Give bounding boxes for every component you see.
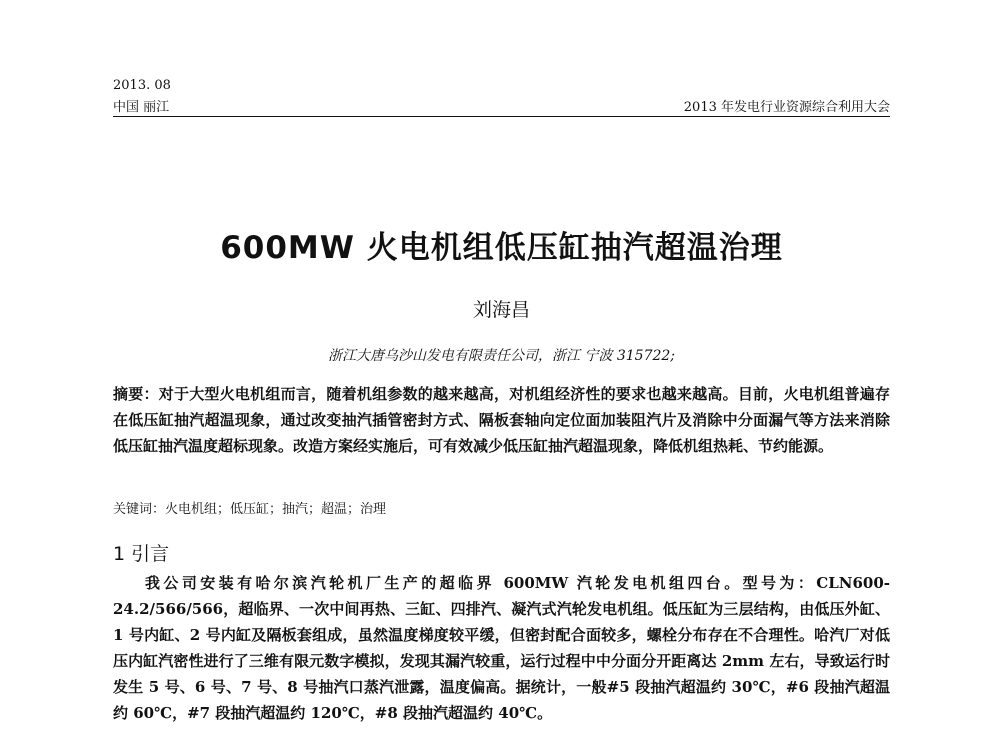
- header-rule: [113, 116, 890, 117]
- section-1-title: 1 引言: [113, 543, 170, 565]
- header-conference: 2013 年发电行业资源综合利用大会: [683, 100, 890, 115]
- paper-author: 刘海昌: [472, 299, 530, 321]
- header-date: 2013. 08: [113, 78, 171, 93]
- header-location: 中国 丽江: [113, 100, 170, 115]
- abstract-text: 对于大型火电机组而言，随着机组参数的越来越高，对机组经济性的要求也越来越高。目前，火电机组普遍存在低压缸抽汽超温现象，通过改变抽汽插管密封方式、隔板套轴向定位面加装阻汽片及消除中分面漏气等方法来消除低压缸抽汽温度超标现象。改造方案经实施后，可有效减少低压缸抽汽超温现象，降低机组热耗、节约能源。: [113, 385, 890, 455]
- abstract: [113, 381, 890, 459]
- section-1-paragraph: 我公司安装有哈尔滨汽轮机厂生产的超临界 600MW 汽轮发电机组四台。型号为：CLN600-24.2/566/566，超临界、一次中间再热、三缸、四排汽、凝汽式汽轮发电机组。低压缸为三层结构，由低压外缸、1 号内缸、2 号内缸及隔板套组成，虽然温度梯度较平缓，但密封配合面较多，螺栓分布存在不合理性。哈汽厂对低压内缸汽密性进行了三维有限元数字模拟，发现其漏汽较重，运行过程中中分面分开距离达 2mm 左右，导致运行时发生 5 号、6 号、7 号、8 号抽汽口蒸汽泄露，温度偏高。据统计，一般#5 段抽汽超温约 30℃，#6 段抽汽超温约 60℃，#7 段抽汽超温约 120℃，#8 段抽汽超温约 40℃。: [113, 574, 890, 722]
- paper-affiliation: 浙江大唐乌沙山发电有限责任公司，浙江 宁波 315722;: [327, 348, 676, 364]
- paper-title: 600MW 火电机组低压缸抽汽超温治理: [220, 230, 783, 266]
- keywords: 关键词：火电机组；低压缸；抽汽；超温；治理: [113, 502, 387, 517]
- abstract-label: 摘要：: [113, 385, 159, 403]
